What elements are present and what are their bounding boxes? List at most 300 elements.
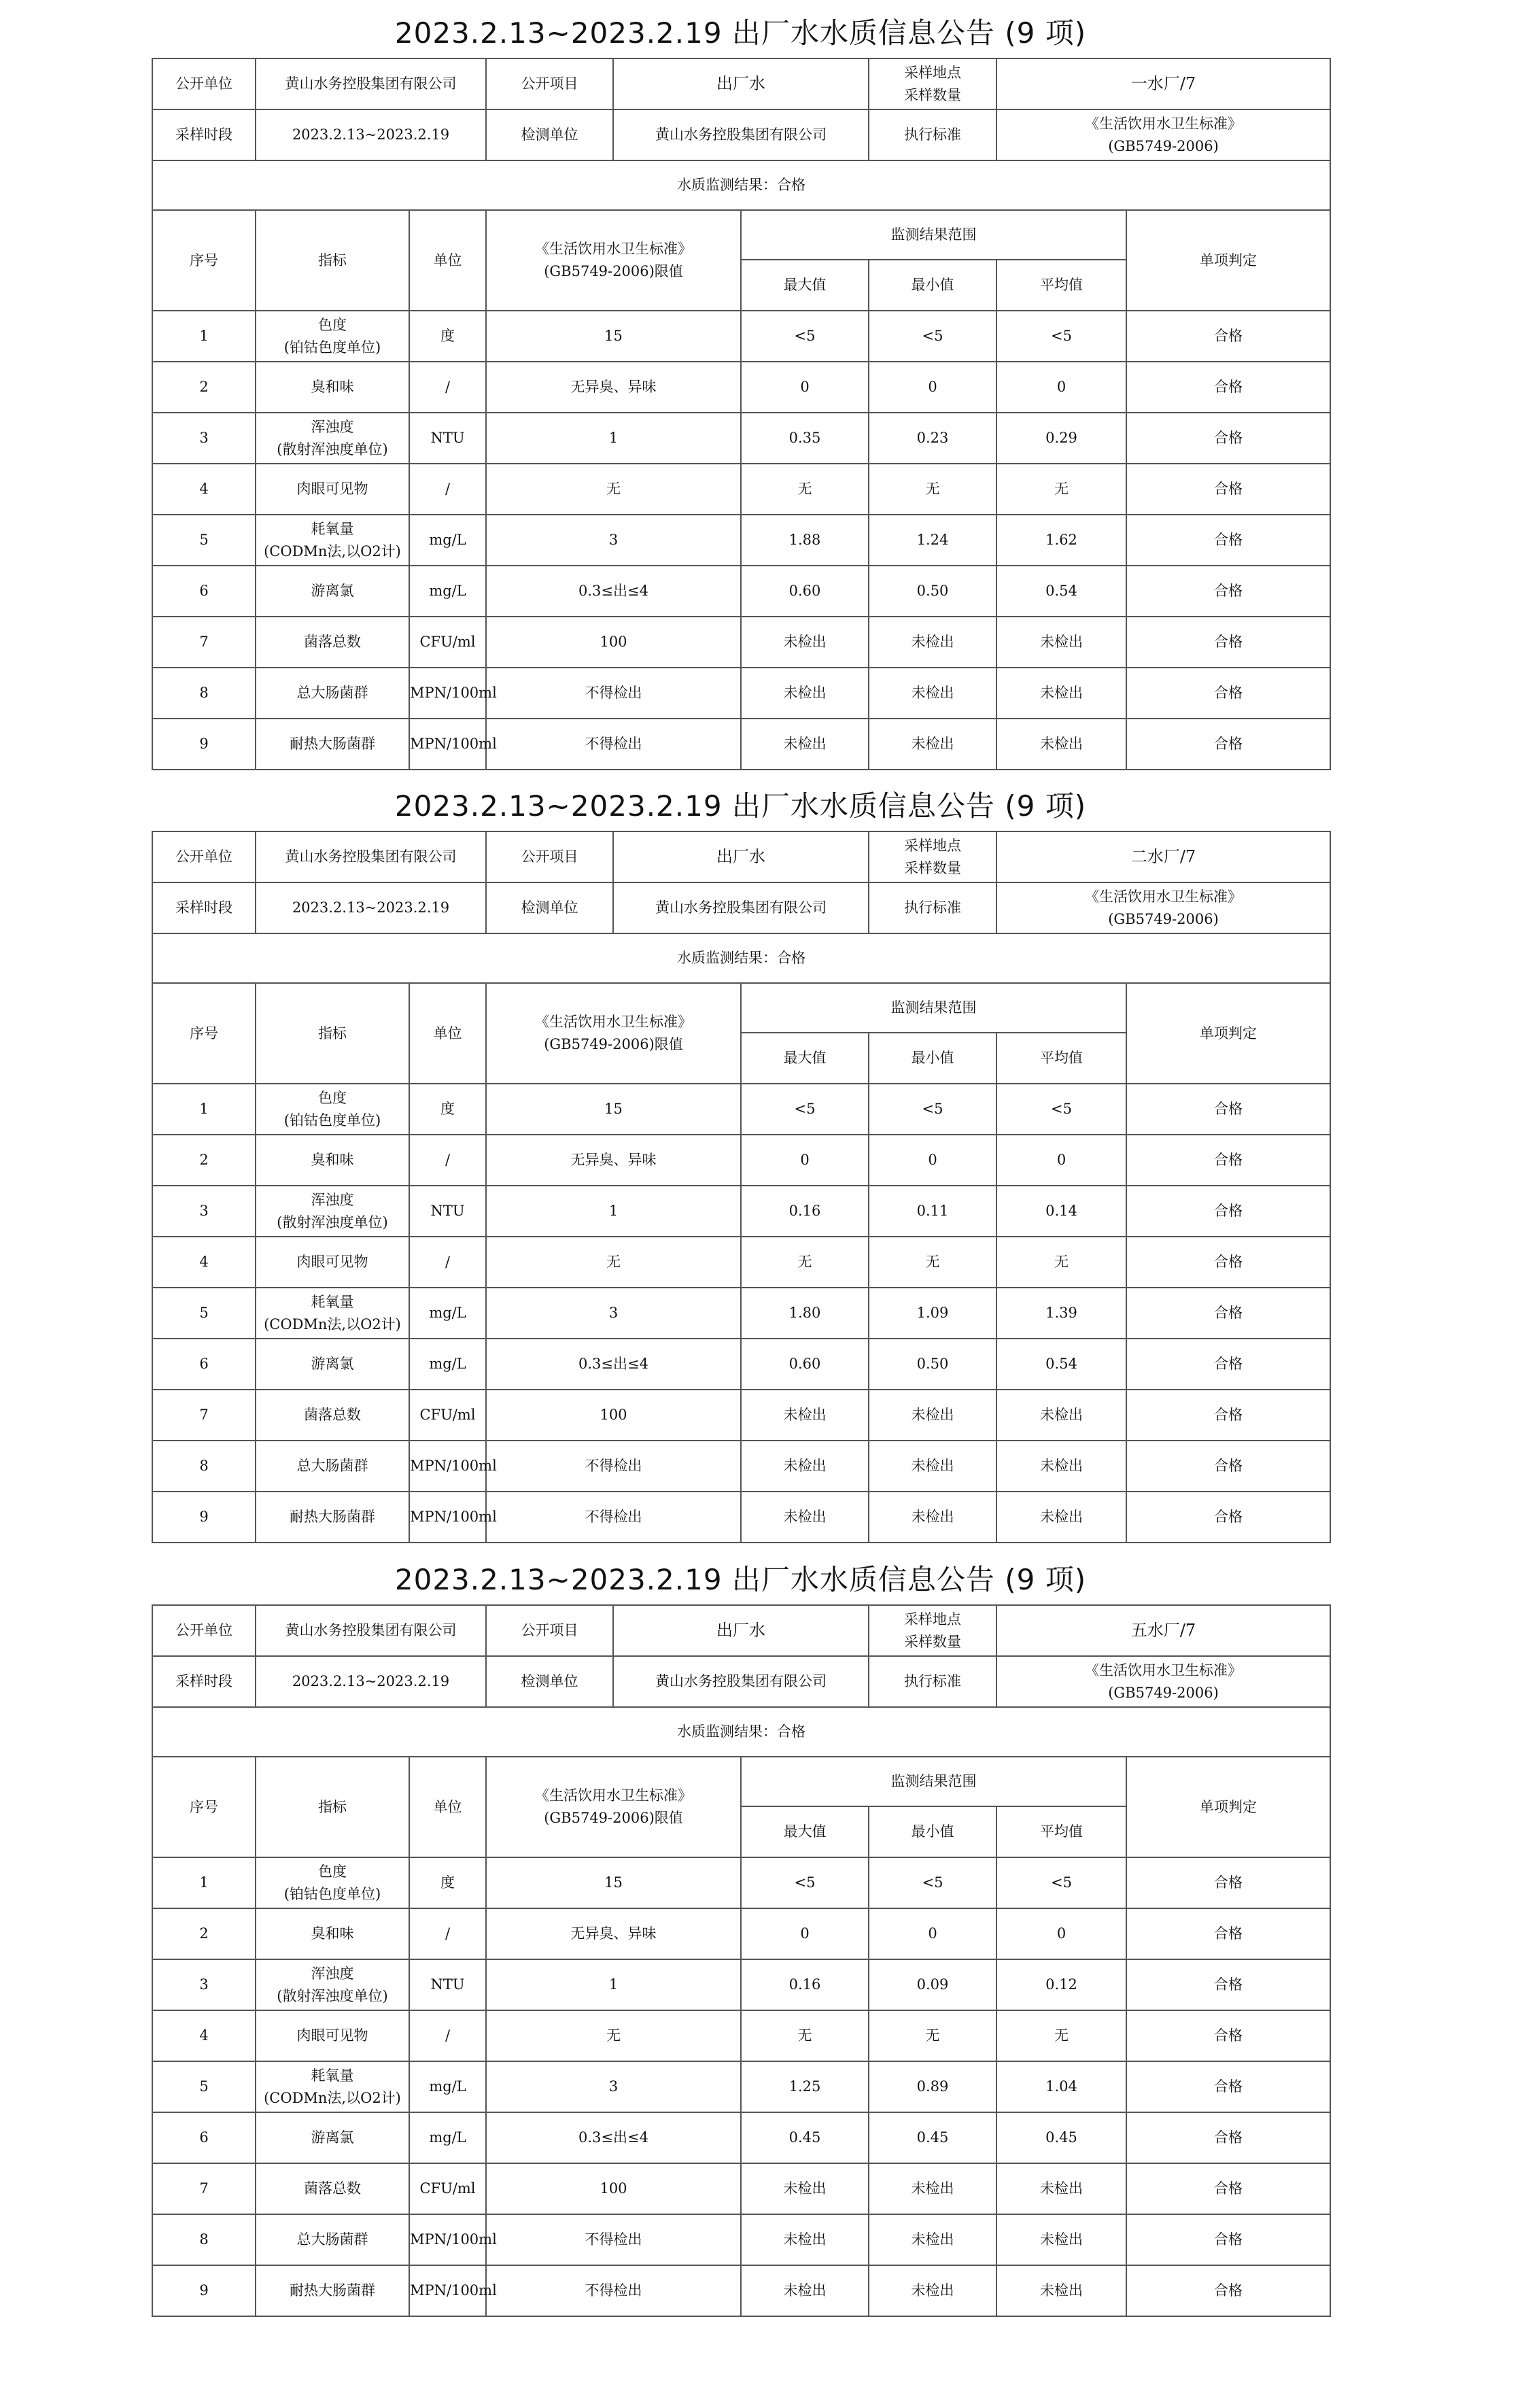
- limit-cell: 100: [486, 2163, 741, 2214]
- max-cell: 无: [741, 464, 869, 515]
- indicator-line: 肉眼可见物: [296, 481, 368, 498]
- judgement-cell: 合格: [1126, 1135, 1330, 1186]
- project-value: 出厂水: [613, 831, 869, 882]
- judgement-cell: 合格: [1126, 1390, 1330, 1441]
- unit-label: 公开单位: [152, 1605, 256, 1656]
- limit-cell: 1: [486, 1186, 741, 1237]
- limit-cell: 不得检出: [486, 1441, 741, 1492]
- standard-label: 执行标准: [869, 109, 996, 160]
- table-row: [152, 515, 1330, 566]
- unit-cell: MPN/100ml: [409, 1441, 486, 1492]
- indicator-cell: [256, 1186, 409, 1237]
- limit-cell: 15: [486, 1857, 741, 1908]
- sample-location-label-line: 采样数量: [904, 1633, 961, 1650]
- period-label: 采样时段: [152, 882, 256, 933]
- indicator-line: (铂钴色度单位): [283, 339, 381, 356]
- indicator-line: 菌落总数: [304, 2180, 361, 2197]
- judgement-cell: 合格: [1126, 515, 1330, 566]
- summary-row: [152, 160, 1330, 210]
- project-value: 出厂水: [613, 58, 869, 109]
- sample-location-value: 二水厂/7: [996, 831, 1330, 882]
- seq-header: 序号: [152, 210, 256, 311]
- table-row: [152, 1135, 1330, 1186]
- judgement-cell: 合格: [1126, 362, 1330, 413]
- sample-location-value: 一水厂/7: [996, 58, 1330, 109]
- standard-value: [996, 1656, 1330, 1707]
- indicator-line: 耐热大肠菌群: [290, 2282, 375, 2299]
- standard-value: [996, 109, 1330, 160]
- standard-label: 执行标准: [869, 1656, 996, 1707]
- limit-cell: 0.3≤出≤4: [486, 566, 741, 617]
- judgement-cell: 合格: [1126, 1492, 1330, 1543]
- limit-cell: 无: [486, 464, 741, 515]
- min-cell: 未检出: [869, 1390, 996, 1441]
- min-cell: 0.45: [869, 2112, 996, 2163]
- indicator-cell: [256, 464, 409, 515]
- unit-cell: MPN/100ml: [409, 719, 486, 770]
- min-cell: <5: [869, 311, 996, 362]
- limit-cell: 3: [486, 1288, 741, 1339]
- min-cell: 0.50: [869, 1339, 996, 1390]
- unit-cell: 度: [409, 1857, 486, 1908]
- indicator-line: 菌落总数: [304, 1407, 361, 1424]
- standard-value-line: (GB5749-2006): [1108, 137, 1219, 154]
- unit-cell: /: [409, 1237, 486, 1288]
- max-cell: 未检出: [741, 2214, 869, 2265]
- avg-header: 平均值: [996, 260, 1126, 311]
- judgement-cell: 合格: [1126, 1959, 1330, 2010]
- seq-cell: 1: [152, 1084, 256, 1135]
- indicator-cell: [256, 1135, 409, 1186]
- seq-cell: 2: [152, 362, 256, 413]
- seq-cell: 9: [152, 2265, 256, 2316]
- min-cell: 无: [869, 464, 996, 515]
- unit-cell: /: [409, 2010, 486, 2061]
- min-cell: 0: [869, 362, 996, 413]
- judgement-cell: 合格: [1126, 1084, 1330, 1135]
- min-header: 最小值: [869, 260, 996, 311]
- unit-header: 单位: [409, 210, 486, 311]
- indicator-line: 耗氧量: [311, 1293, 354, 1310]
- standard-label: 执行标准: [869, 882, 996, 933]
- indicator-line: 色度: [318, 1863, 347, 1880]
- table-row: [152, 2163, 1330, 2214]
- indicator-cell: [256, 2163, 409, 2214]
- max-cell: <5: [741, 1857, 869, 1908]
- limit-cell: 不得检出: [486, 2265, 741, 2316]
- min-cell: 0.89: [869, 2061, 996, 2112]
- meta-row: [152, 1656, 1330, 1707]
- indicator-line: 游离氯: [311, 583, 354, 600]
- standard-value-line: 《生活饮用水卫生标准》: [1085, 115, 1242, 132]
- meta-row: [152, 1605, 1330, 1656]
- max-cell: 无: [741, 1237, 869, 1288]
- unit-cell: /: [409, 464, 486, 515]
- seq-header: 序号: [152, 983, 256, 1084]
- sample-location-label-line: 采样数量: [904, 859, 961, 876]
- min-cell: <5: [869, 1857, 996, 1908]
- table-row: [152, 1339, 1330, 1390]
- indicator-line: 总大肠菌群: [296, 2231, 368, 2248]
- limit-cell: 不得检出: [486, 2214, 741, 2265]
- indicator-line: 臭和味: [311, 1152, 354, 1169]
- judgement-cell: 合格: [1126, 2061, 1330, 2112]
- indicator-line: 耐热大肠菌群: [290, 1509, 375, 1526]
- water-quality-table: [152, 831, 1331, 1543]
- indicator-line: 肉眼可见物: [296, 1254, 368, 1271]
- seq-cell: 9: [152, 1492, 256, 1543]
- limit-header: [486, 983, 741, 1084]
- indicator-line: 耗氧量: [311, 520, 354, 537]
- unit-cell: mg/L: [409, 566, 486, 617]
- judgement-cell: 合格: [1126, 2265, 1330, 2316]
- table-row: [152, 1237, 1330, 1288]
- indicator-line: (CODMn法,以O2计): [264, 543, 401, 560]
- unit-cell: /: [409, 362, 486, 413]
- avg-cell: 1.04: [996, 2061, 1126, 2112]
- seq-cell: 9: [152, 719, 256, 770]
- seq-cell: 5: [152, 515, 256, 566]
- min-cell: 无: [869, 1237, 996, 1288]
- limit-header-line: (GB5749-2006)限值: [544, 1810, 683, 1826]
- indicator-cell: [256, 2265, 409, 2316]
- indicator-line: 浑浊度: [311, 1191, 354, 1208]
- report-section: [152, 1551, 1330, 2317]
- unit-cell: 度: [409, 1084, 486, 1135]
- seq-cell: 7: [152, 2163, 256, 2214]
- test-unit-value: 黄山水务控股集团有限公司: [613, 1656, 869, 1707]
- unit-cell: MPN/100ml: [409, 2265, 486, 2316]
- unit-cell: MPN/100ml: [409, 668, 486, 719]
- judgement-cell: 合格: [1126, 464, 1330, 515]
- max-cell: 0.60: [741, 1339, 869, 1390]
- avg-cell: 无: [996, 2010, 1126, 2061]
- standard-value-line: 《生活饮用水卫生标准》: [1085, 888, 1242, 905]
- test-unit-value: 黄山水务控股集团有限公司: [613, 882, 869, 933]
- indicator-line: 浑浊度: [311, 1965, 354, 1982]
- meta-row: [152, 882, 1330, 933]
- avg-cell: <5: [996, 1084, 1126, 1135]
- min-cell: 未检出: [869, 1441, 996, 1492]
- judgement-cell: 合格: [1126, 1857, 1330, 1908]
- period-value: 2023.2.13~2023.2.19: [256, 882, 486, 933]
- indicator-line: 游离氯: [311, 1356, 354, 1373]
- indicator-line: 色度: [318, 1089, 347, 1106]
- judgement-cell: 合格: [1126, 1339, 1330, 1390]
- avg-cell: 未检出: [996, 1390, 1126, 1441]
- limit-cell: 1: [486, 1959, 741, 2010]
- min-cell: 0: [869, 1908, 996, 1959]
- judgement-cell: 合格: [1126, 1908, 1330, 1959]
- table-row: [152, 1441, 1330, 1492]
- summary-row: [152, 933, 1330, 983]
- table-row: [152, 1908, 1330, 1959]
- range-header: 监测结果范围: [741, 1757, 1126, 1806]
- limit-cell: 无: [486, 1237, 741, 1288]
- limit-cell: 1: [486, 413, 741, 464]
- judgement-cell: 合格: [1126, 617, 1330, 668]
- sample-location-label-line: 采样地点: [904, 64, 961, 81]
- min-cell: 未检出: [869, 2163, 996, 2214]
- sample-location-label: [869, 831, 996, 882]
- indicator-line: (CODMn法,以O2计): [264, 2089, 401, 2106]
- indicator-cell: [256, 2061, 409, 2112]
- unit-header: 单位: [409, 1757, 486, 1857]
- indicator-line: 臭和味: [311, 379, 354, 396]
- table-row: [152, 1492, 1330, 1543]
- judgement-cell: 合格: [1126, 719, 1330, 770]
- min-cell: 未检出: [869, 2214, 996, 2265]
- judgement-cell: 合格: [1126, 1288, 1330, 1339]
- indicator-cell: [256, 1959, 409, 2010]
- seq-cell: 8: [152, 2214, 256, 2265]
- indicator-line: 浑浊度: [311, 418, 354, 435]
- avg-cell: 0: [996, 1908, 1126, 1959]
- judgement-cell: 合格: [1126, 1237, 1330, 1288]
- standard-value-line: (GB5749-2006): [1108, 910, 1219, 927]
- period-label: 采样时段: [152, 109, 256, 160]
- table-row: [152, 719, 1330, 770]
- indicator-cell: [256, 1288, 409, 1339]
- unit-cell: MPN/100ml: [409, 2214, 486, 2265]
- limit-cell: 不得检出: [486, 719, 741, 770]
- indicator-line: 色度: [318, 316, 347, 333]
- max-cell: 1.88: [741, 515, 869, 566]
- limit-cell: 不得检出: [486, 668, 741, 719]
- unit-cell: NTU: [409, 1186, 486, 1237]
- indicator-cell: [256, 2214, 409, 2265]
- unit-cell: NTU: [409, 1959, 486, 2010]
- project-label: 公开项目: [486, 58, 613, 109]
- indicator-cell: [256, 1492, 409, 1543]
- judgement-cell: 合格: [1126, 566, 1330, 617]
- avg-cell: 未检出: [996, 2214, 1126, 2265]
- unit-cell: NTU: [409, 413, 486, 464]
- min-cell: 未检出: [869, 668, 996, 719]
- water-quality-table: [152, 58, 1331, 770]
- unit-cell: mg/L: [409, 2112, 486, 2163]
- avg-cell: 1.62: [996, 515, 1126, 566]
- indicator-line: (散射浑浊度单位): [277, 1987, 388, 2004]
- avg-cell: 未检出: [996, 1441, 1126, 1492]
- standard-value: [996, 882, 1330, 933]
- limit-cell: 100: [486, 617, 741, 668]
- seq-cell: 8: [152, 668, 256, 719]
- max-cell: 1.25: [741, 2061, 869, 2112]
- max-cell: 0.16: [741, 1959, 869, 2010]
- judgement-header: 单项判定: [1126, 983, 1330, 1084]
- limit-header-line: (GB5749-2006)限值: [544, 1036, 683, 1052]
- min-cell: 0.11: [869, 1186, 996, 1237]
- min-cell: 未检出: [869, 719, 996, 770]
- avg-cell: 0.14: [996, 1186, 1126, 1237]
- max-header: 最大值: [741, 1033, 869, 1084]
- indicator-header: 指标: [256, 210, 409, 311]
- unit-value: 黄山水务控股集团有限公司: [256, 58, 486, 109]
- avg-cell: <5: [996, 311, 1126, 362]
- limit-cell: 3: [486, 2061, 741, 2112]
- avg-cell: 未检出: [996, 617, 1126, 668]
- sample-location-label-line: 采样数量: [904, 86, 961, 103]
- seq-cell: 5: [152, 1288, 256, 1339]
- indicator-cell: [256, 566, 409, 617]
- limit-header-line: (GB5749-2006)限值: [544, 263, 683, 279]
- seq-header: 序号: [152, 1757, 256, 1857]
- indicator-line: 总大肠菌群: [296, 1458, 368, 1475]
- seq-cell: 2: [152, 1135, 256, 1186]
- table-row: [152, 1857, 1330, 1908]
- limit-header: [486, 1757, 741, 1857]
- sample-location-value: 五水厂/7: [996, 1605, 1330, 1656]
- judgement-header: 单项判定: [1126, 1757, 1330, 1857]
- judgement-cell: 合格: [1126, 668, 1330, 719]
- indicator-line: (CODMn法,以O2计): [264, 1315, 401, 1332]
- table-row: [152, 311, 1330, 362]
- indicator-line: (散射浑浊度单位): [277, 1214, 388, 1231]
- avg-cell: 0: [996, 362, 1126, 413]
- judgement-cell: 合格: [1126, 311, 1330, 362]
- avg-cell: 未检出: [996, 719, 1126, 770]
- min-cell: 未检出: [869, 2265, 996, 2316]
- seq-cell: 6: [152, 566, 256, 617]
- unit-cell: CFU/ml: [409, 1390, 486, 1441]
- report-title: 2023.2.13~2023.2.19 出厂水水质信息公告 (9 项): [394, 1563, 1087, 1596]
- unit-cell: CFU/ml: [409, 617, 486, 668]
- indicator-cell: [256, 1441, 409, 1492]
- sample-location-label: [869, 58, 996, 109]
- table-row: [152, 362, 1330, 413]
- unit-cell: mg/L: [409, 2061, 486, 2112]
- judgement-cell: 合格: [1126, 1186, 1330, 1237]
- min-cell: 1.24: [869, 515, 996, 566]
- table-row: [152, 668, 1330, 719]
- indicator-cell: [256, 1237, 409, 1288]
- max-cell: 未检出: [741, 1441, 869, 1492]
- unit-cell: /: [409, 1135, 486, 1186]
- avg-cell: 未检出: [996, 1492, 1126, 1543]
- indicator-cell: [256, 515, 409, 566]
- indicator-line: 耐热大肠菌群: [290, 736, 375, 753]
- table-row: [152, 617, 1330, 668]
- table-row: [152, 2214, 1330, 2265]
- test-unit-label: 检测单位: [486, 109, 613, 160]
- indicator-cell: [256, 1084, 409, 1135]
- indicator-cell: [256, 719, 409, 770]
- avg-cell: 0.54: [996, 566, 1126, 617]
- seq-cell: 4: [152, 464, 256, 515]
- indicator-line: 耗氧量: [311, 2067, 354, 2084]
- max-cell: 未检出: [741, 2265, 869, 2316]
- limit-cell: 无异臭、异味: [486, 1908, 741, 1959]
- avg-header: 平均值: [996, 1806, 1126, 1857]
- water-quality-table: [152, 1604, 1331, 2317]
- limit-header: [486, 210, 741, 311]
- table-row: [152, 413, 1330, 464]
- seq-cell: 2: [152, 1908, 256, 1959]
- limit-cell: 0.3≤出≤4: [486, 1339, 741, 1390]
- period-label: 采样时段: [152, 1656, 256, 1707]
- unit-cell: MPN/100ml: [409, 1492, 486, 1543]
- indicator-cell: [256, 668, 409, 719]
- indicator-cell: [256, 1390, 409, 1441]
- max-cell: 0.35: [741, 413, 869, 464]
- test-unit-label: 检测单位: [486, 1656, 613, 1707]
- max-cell: 0.60: [741, 566, 869, 617]
- avg-cell: 未检出: [996, 668, 1126, 719]
- sample-location-label-line: 采样地点: [904, 837, 961, 854]
- table-row: [152, 1959, 1330, 2010]
- range-header: 监测结果范围: [741, 210, 1126, 260]
- avg-cell: 0: [996, 1135, 1126, 1186]
- period-value: 2023.2.13~2023.2.19: [256, 109, 486, 160]
- sample-location-label-line: 采样地点: [904, 1611, 961, 1628]
- indicator-cell: [256, 311, 409, 362]
- table-row: [152, 1288, 1330, 1339]
- avg-cell: 0.12: [996, 1959, 1126, 2010]
- table-row: [152, 2112, 1330, 2163]
- limit-header-line: 《生活饮用水卫生标准》: [535, 1014, 692, 1031]
- avg-cell: 1.39: [996, 1288, 1126, 1339]
- limit-cell: 0.3≤出≤4: [486, 2112, 741, 2163]
- project-label: 公开项目: [486, 1605, 613, 1656]
- max-cell: 未检出: [741, 668, 869, 719]
- indicator-cell: [256, 617, 409, 668]
- unit-cell: mg/L: [409, 1339, 486, 1390]
- judgement-cell: 合格: [1126, 2010, 1330, 2061]
- table-row: [152, 2265, 1330, 2316]
- max-cell: 0: [741, 1908, 869, 1959]
- avg-cell: 无: [996, 1237, 1126, 1288]
- report-section: [152, 778, 1330, 1543]
- max-cell: <5: [741, 311, 869, 362]
- table-row: [152, 1084, 1330, 1135]
- table-row: [152, 464, 1330, 515]
- avg-cell: 未检出: [996, 2265, 1126, 2316]
- seq-cell: 3: [152, 1186, 256, 1237]
- seq-cell: 6: [152, 2112, 256, 2163]
- limit-header-line: 《生活饮用水卫生标准》: [535, 1787, 692, 1804]
- indicator-line: 菌落总数: [304, 634, 361, 651]
- meta-row: [152, 58, 1330, 109]
- min-cell: 未检出: [869, 1492, 996, 1543]
- indicator-line: (散射浑浊度单位): [277, 441, 388, 458]
- unit-value: 黄山水务控股集团有限公司: [256, 1605, 486, 1656]
- indicator-line: 游离氯: [311, 2129, 354, 2146]
- avg-cell: <5: [996, 1857, 1126, 1908]
- min-cell: 0: [869, 1135, 996, 1186]
- indicator-line: (铂钴色度单位): [283, 1112, 381, 1129]
- table-row: [152, 566, 1330, 617]
- meta-row: [152, 831, 1330, 882]
- seq-cell: 5: [152, 2061, 256, 2112]
- unit-label: 公开单位: [152, 58, 256, 109]
- min-cell: 0.50: [869, 566, 996, 617]
- avg-header: 平均值: [996, 1033, 1126, 1084]
- range-header: 监测结果范围: [741, 983, 1126, 1033]
- seq-cell: 1: [152, 1857, 256, 1908]
- limit-cell: 3: [486, 515, 741, 566]
- project-label: 公开项目: [486, 831, 613, 882]
- seq-cell: 4: [152, 2010, 256, 2061]
- unit-label: 公开单位: [152, 831, 256, 882]
- judgement-cell: 合格: [1126, 2112, 1330, 2163]
- max-cell: 未检出: [741, 617, 869, 668]
- judgement-cell: 合格: [1126, 1441, 1330, 1492]
- max-cell: 0.16: [741, 1186, 869, 1237]
- judgement-header: 单项判定: [1126, 210, 1330, 311]
- unit-value: 黄山水务控股集团有限公司: [256, 831, 486, 882]
- indicator-header: 指标: [256, 1757, 409, 1857]
